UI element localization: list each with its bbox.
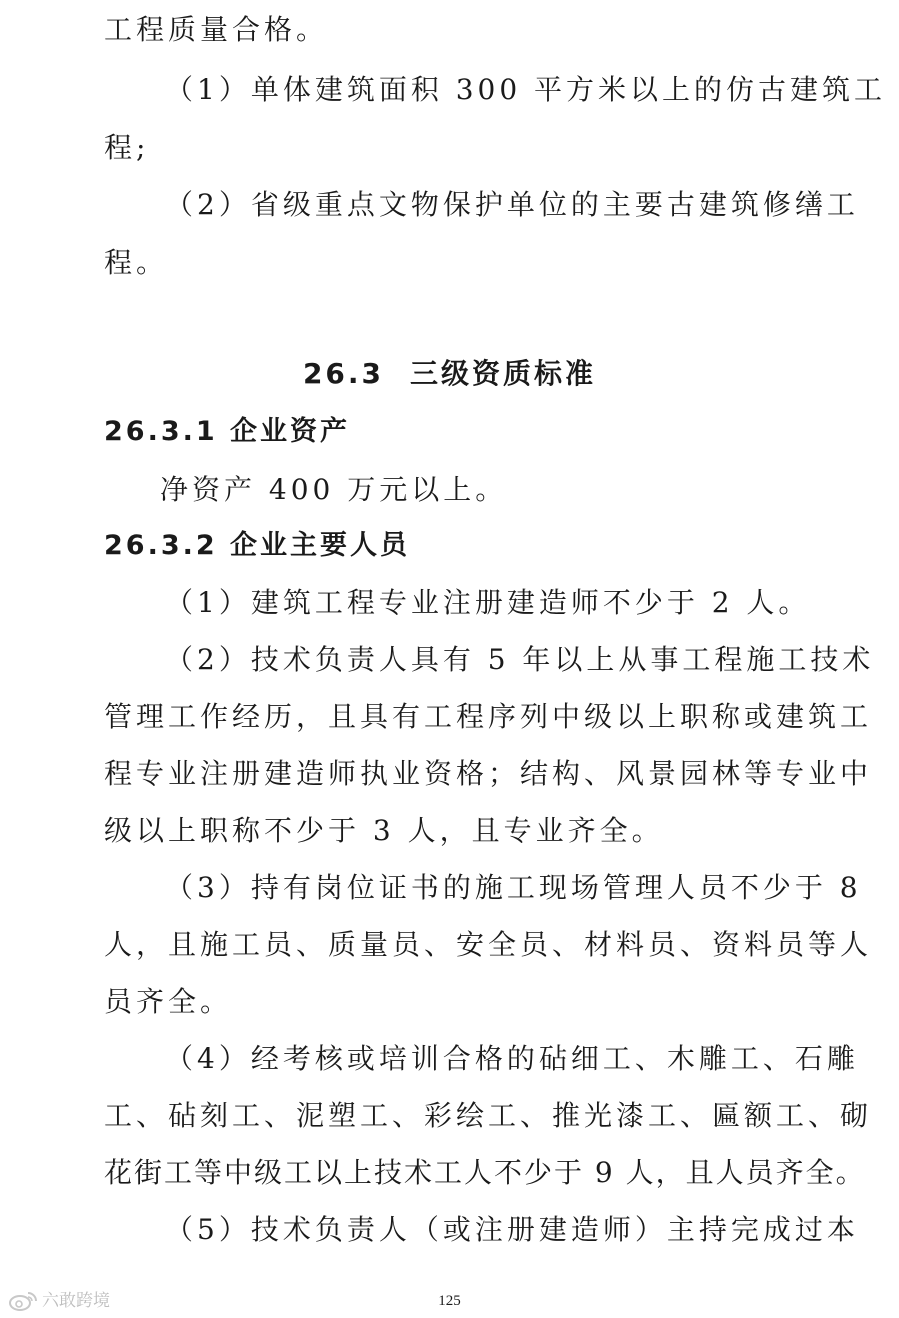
section-title (0, 357, 899, 390)
list-item-line: 程; (104, 131, 150, 164)
list-item-line: 级以上职称不少于 3 人，且专业齐全。 (104, 814, 664, 847)
list-item-line: 程。 (104, 246, 169, 279)
list-item-line: 工、砧刻工、泥塑工、彩绘工、推光漆工、匾额工、砌 (104, 1099, 873, 1132)
list-item-line: 人，且施工员、质量员、安全员、材料员、资料员等人 (104, 928, 873, 961)
section-heading-text: 三级资质标准 (410, 357, 597, 390)
watermark-text: 六敢跨境 (42, 1290, 110, 1311)
list-item-line: 员齐全。 (104, 985, 233, 1018)
clause-body-line: 净资产 400 万元以上。 (160, 473, 508, 506)
clause-heading: 26.3.2 企业主要人员 (104, 530, 411, 561)
list-item-line: 花街工等中级工以上技术工人不少于 9 人，且人员齐全。 (104, 1156, 866, 1189)
clause-heading: 26.3.1 企业资产 (104, 416, 351, 447)
list-item-line: （1）建筑工程专业注册建造师不少于 2 人。 (165, 586, 811, 619)
list-item-line: （2）省级重点文物保护单位的主要古建筑修缮工 (165, 188, 859, 221)
list-item-line: 管理工作经历，且具有工程序列中级以上职称或建筑工 (104, 700, 873, 733)
list-item-line: （4）经考核或培训合格的砧细工、木雕工、石雕 (165, 1042, 859, 1075)
watermark (8, 1290, 110, 1312)
paragraph-line: 工程质量合格。 (104, 13, 329, 46)
list-item-line: （5）技术负责人（或注册建造师）主持完成过本 (165, 1213, 859, 1246)
list-item-line: 程专业注册建造师执业资格；结构、风景园林等专业中 (104, 757, 873, 790)
list-item-line: （2）技术负责人具有 5 年以上从事工程施工技术 (165, 643, 875, 676)
list-item-line: （3）持有岗位证书的施工现场管理人员不少于 8 (165, 871, 862, 904)
page-number: 125 (438, 1293, 461, 1309)
weibo-logo-icon (8, 1290, 38, 1312)
list-item-line: （1）单体建筑面积 300 平方米以上的仿古建筑工 (165, 73, 887, 106)
section-number: 26.3 (302, 357, 385, 390)
